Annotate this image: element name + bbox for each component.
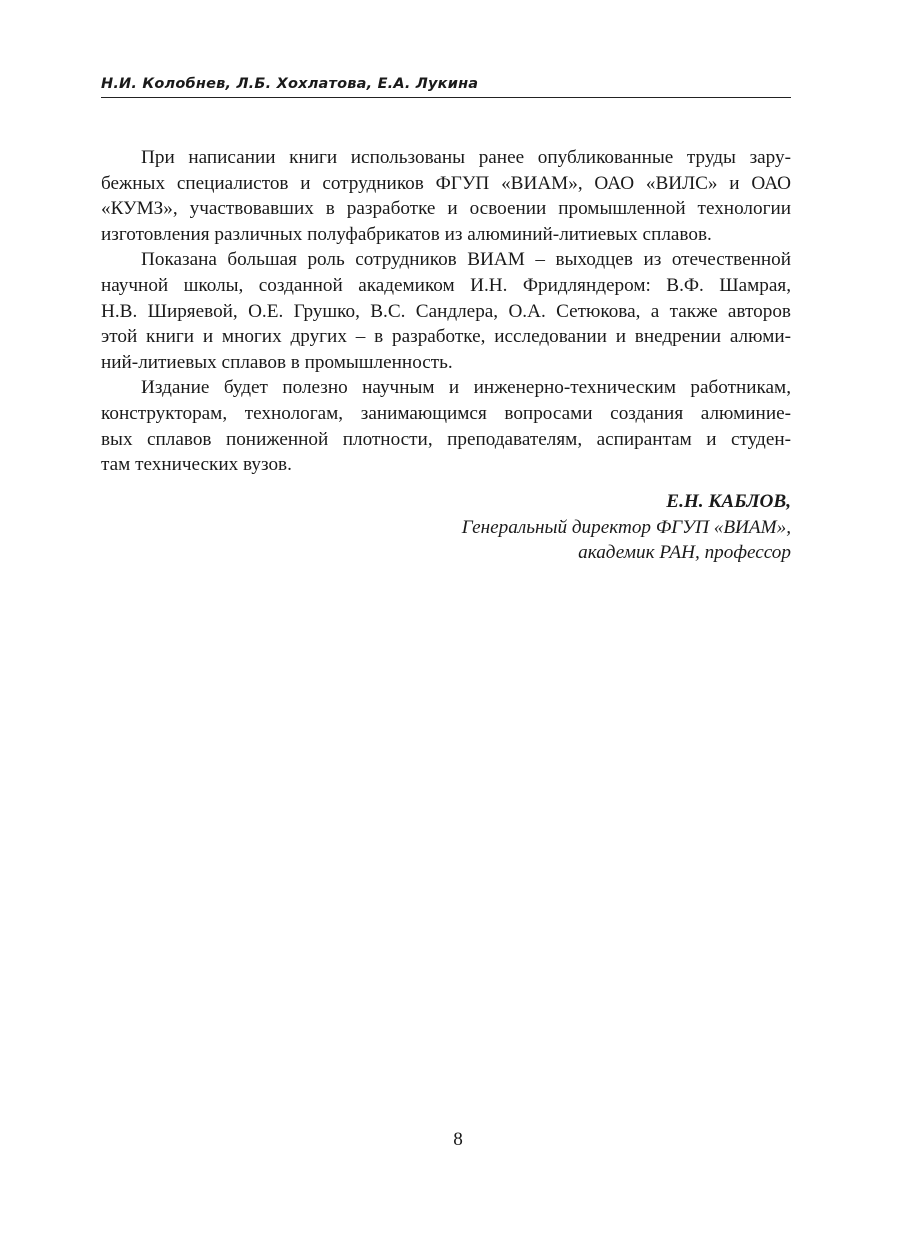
signature-title: Генеральный директор ФГУП «ВИАМ», xyxy=(461,516,791,538)
paragraph-line: Показана большая роль сотрудников ВИАМ – выходцев из отечественной xyxy=(141,249,791,271)
paragraph-line: ний-литиевых сплавов в промышленность. xyxy=(101,351,453,373)
paragraph-line: При написании книги использованы ранее опубликованные труды зару- xyxy=(141,147,791,168)
paragraph-line: изготовления различных полуфабрикатов из алюминий-литиевых сплавов. xyxy=(101,223,712,245)
signature-name: Е.Н. КАБЛОВ, xyxy=(666,491,791,512)
paragraph-line: там технических вузов. xyxy=(101,454,292,476)
paragraph-line: научной школы, созданной академиком И.Н. Фридляндером: В.Ф. Шамрая, xyxy=(101,274,791,296)
paragraph-1 xyxy=(101,145,791,247)
paragraph-line: вых сплавов пониженной плотности, преподавателям, аспирантам и студен- xyxy=(101,428,791,450)
paragraph-line: Н.В. Ширяевой, О.Е. Грушко, В.С. Сандлера, О.А. Сетюкова, а также авторов xyxy=(101,300,791,322)
paragraph-line: бежных специалистов и сотрудников ФГУП «ВИАМ», ОАО «ВИЛС» и ОАО xyxy=(101,172,791,194)
header-authors: Н.И. Колобнев, Л.Б. Хохлатова, Е.А. Лукина xyxy=(101,76,479,92)
paragraph-2 xyxy=(101,247,791,375)
signature-credentials: академик РАН, профессор xyxy=(578,542,791,564)
signature-block xyxy=(291,489,791,566)
running-header xyxy=(101,72,791,96)
paragraph-line: «КУМЗ», участвовавших в разработке и освоении промышленной технологии xyxy=(101,198,791,220)
page-number: 8 xyxy=(453,1129,463,1150)
body-text xyxy=(101,145,791,478)
paragraph-line: Издание будет полезно научным и инженерно-техническим работникам, xyxy=(141,377,791,399)
paragraph-line: этой книги и многих других – в разработке, исследовании и внедрении алюми- xyxy=(101,326,791,348)
paragraph-line: конструкторам, технологам, занимающимся вопросами создания алюминие- xyxy=(101,402,791,424)
header-rule xyxy=(101,97,791,98)
paragraph-3 xyxy=(101,375,791,477)
